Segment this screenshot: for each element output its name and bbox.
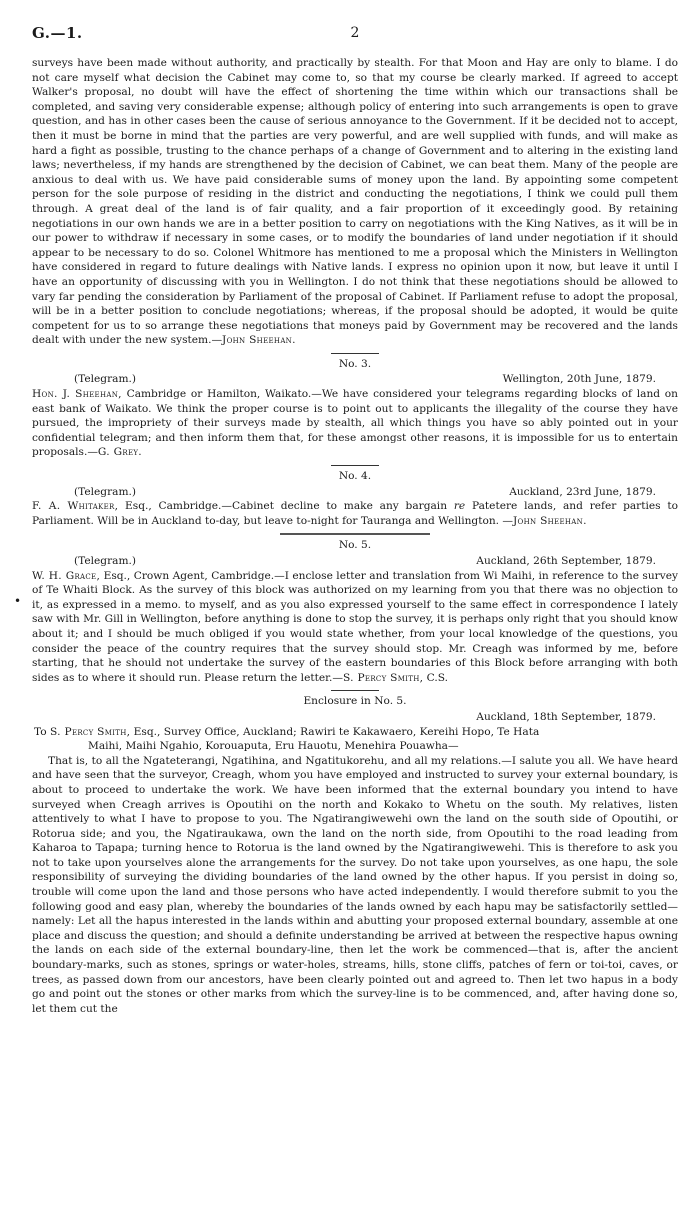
no5-signature-suffix: C.S. <box>423 671 449 684</box>
no3-type: (Telegram.) <box>74 373 137 386</box>
enclosure-body: That is, to all the Ngateterangi, Ngatihina, and Ngatitukorehu, and all my relations.—I salute you all. We have heard and have seen that the surveyor, Creagh, whom you have employed and instructed to survey your external boundary, is about to proceed to undertake the work. We have been informed that the external boundary you intend to have surveyed when Creagh arrives is Opoutihi on the north and Kokako to Whetu on the south. My relatives, listen attentively to what I have to propose to you. The Ngatirangiwewehi own the land on the south side of Opoutihi, or Rotorua side; and you, the Ngatiraukawa, own the land on the north side, from Opoutihi to the road leading from Kaharoa to Tapapa; turning hence to Rotorua is the land owned by the Ngatirangiwewehi. This is therefore to ask you not to take upon yourselves alone the arrangements for the survey. Do not take upon yourselves, as one hapu, the sole responsibility of surveying the dividing boundaries of the land owned by the other hapus. If you persist in doing so, trouble will come upon the land and those persons who have acted independently. I would therefore submit to you the following good and easy plan, whereby the boundaries of the lands owned by each hapu may be satisfactorily settled—namely: Let all the hapus interested in the lands within and abutting your proposed external boundary, assemble at one place and discuss the question; and should a definite understanding be arrived at between the respective hapus owning the lands on each side of the external boundary-line, then let the work be commenced—that is, after the ancient boundary-marks, such as stones, springs or water-holes, streams, hills, stone cliffs, patches of fern or toi-toi, caves, or trees, as passed down from our ancestors, have been clearly pointed out and agreed to. Then let two hapus in a body go and point out the stones or other marks from which the survey-line is to be commenced, and, after having done so, let them cut the <box>32 754 678 1015</box>
no4-type: (Telegram.) <box>74 485 137 498</box>
section-divider <box>331 690 379 691</box>
enclosure-addressee: S. Percy Smith, <box>50 725 131 738</box>
no4-addressee: F. A. Whitaker, <box>32 500 119 513</box>
no3-meta <box>32 372 678 387</box>
page-number: 2 <box>350 25 360 41</box>
intro-signature: John Sheehan. <box>222 334 296 347</box>
no5-body: Esq., Crown Agent, Cambridge.—I enclose letter and translation from Wi Maihi, in reference to the survey of Te Whaiti Block. As the survey of this block was authorized on my learning from you that there was no objection to it, as expressed in a memo. to myself, and as you also expressed yourself to the same effect in correspondence I lately saw with Mr. Gill in Wellington, before anything is done to stop the survey, it is perhaps only right that you should know about it; and I should be much obliged if you would state whether, from your local knowledge of the questions, you consider the peace of the country requires that the survey should stop. Mr. Creagh was informed by me, before starting, that he should not undertake the survey of the eastern boundaries of this Block before arranging with both sides as to where it should run. Please return the letter.— <box>32 569 678 684</box>
no5-addressee: W. H. Grace, <box>32 569 101 582</box>
no3-body-paragraph <box>32 387 678 460</box>
no5-meta <box>32 554 678 569</box>
no4-place-date: Auckland, 23rd June, 1879. <box>509 485 656 498</box>
no5-place-date: Auckland, 26th September, 1879. <box>476 555 656 567</box>
intro-body: surveys have been made without authority, and practically by stealth. For that Moon and Hay are only to blame. I do not care myself what decision the Cabinet may come to, so that my course be clearly marked. If agreed to accept Walker's proposal, no doubt will have the effect of shortening the time within which our transactions shall be completed, and saving very considerable expense; although policy of entering into such arrangements is open to grave question, and has in other cases been the cause of serious annoyance to the Government. If it be decided not to accept, then it must be borne in mind that the parties are very powerful, and are well supplied with funds, and will make as hard a fight as possible, trusting to the chance perhaps of a change of Government and to altering in the existing land laws; nevertheless, if my hands are strengthened by the decision of Cabinet, we can beat them. Many of the people are anxious to deal with us. We have paid considerable sums of money upon the land. By appointing some competent person for the sole purpose of residing in the district and conducting the negotiations, I think we could pull them through. A great deal of the land is of fair quality, and a fair proportion of it exceedingly good. By retaining negotiations in our own hands we are in a better position to carry on negotiations with the King Natives, as it will be in our power to withdraw if necessary in some cases, or to modify the boundaries of land under negotiation if it should appear to be necessary to do so. Colonel Whitmore has mentioned to me a proposal which the Ministers in Wellington have considered in regard to future dealings with Native lands. I express no opinion upon it now, but leave it until I have an opportunity of discussing with you in Wellington. I do not think that these negotiations should be allowed to vary far pending the consideration by Parliament of the proposal of Cabinet. If Parliament refuse to adopt the proposal, will be in a better position to conclude negotiations; whereas, if the proposal should be adopted, it would be quite competent for us to so arrange these negotiations that moneys paid by Government may be recovered and the lands dealt with under the new system.— <box>32 57 678 347</box>
no3-signature: G. Grey. <box>97 446 142 459</box>
no3-place-date: Wellington, 20th June, 1879. <box>502 373 656 386</box>
no4-title: No. 4. <box>338 470 372 483</box>
no5-type: (Telegram.) <box>74 555 137 567</box>
enclosure-addressees-line1: Esq., Survey Office, Auckland; Rawiri te Kakawaero, Kereihi Hopo, Te Hata <box>130 725 540 738</box>
section-divider-long <box>280 533 430 535</box>
page-header <box>32 26 678 56</box>
no5-signature: S. Percy Smith, <box>342 671 424 684</box>
intro-paragraph <box>32 56 678 348</box>
no3-title: No. 3. <box>338 357 372 370</box>
no5-body-paragraph <box>32 569 678 686</box>
no5-title: No. 5. <box>338 539 372 552</box>
no3-body: Cambridge or Hamilton, Waikato.—We have considered your telegrams regarding blocks of land on east bank of Waikato. We think the proper course is to point out to applicants the illegality of the course they have pursued, the impropriety of their surveys made by stealth, all which things you have so ably pointed out in your confidential telegram; and then inform them that, for these amongst other reasons, it is impossible for us to entertain proposals.— <box>32 388 679 459</box>
no3-addressee: Hon. J. Sheehan, <box>32 388 122 401</box>
margin-mark: • <box>14 594 22 608</box>
no4-body-paragraph <box>32 499 678 528</box>
no4-body-a: Esq., Cambridge.—Cabinet decline to make any bargain <box>118 500 454 513</box>
no4-body-b: Patetere lands, and refer parties to Parliament. Will be in Auckland to-day, but leave to-night for Tauranga and Wellington. — <box>32 500 679 527</box>
enclosure-addressees-line2: Maihi, Maihi Ngahio, Korouaputa, Eru Hauotu, Menehira Pouawha— <box>88 740 459 753</box>
enclosure-to: To <box>34 725 50 738</box>
document-reference: G.—1. <box>32 24 83 42</box>
no4-meta <box>32 485 678 500</box>
section-divider <box>331 353 379 354</box>
enclosure-place-date: Auckland, 18th September, 1879. <box>476 710 656 723</box>
enclosure-title: Enclosure in No. 5. <box>303 695 407 708</box>
section-divider <box>331 465 379 466</box>
no4-re: re <box>453 500 466 513</box>
no4-signature: John Sheehan. <box>513 514 587 527</box>
enclosure-addressees <box>32 725 678 754</box>
